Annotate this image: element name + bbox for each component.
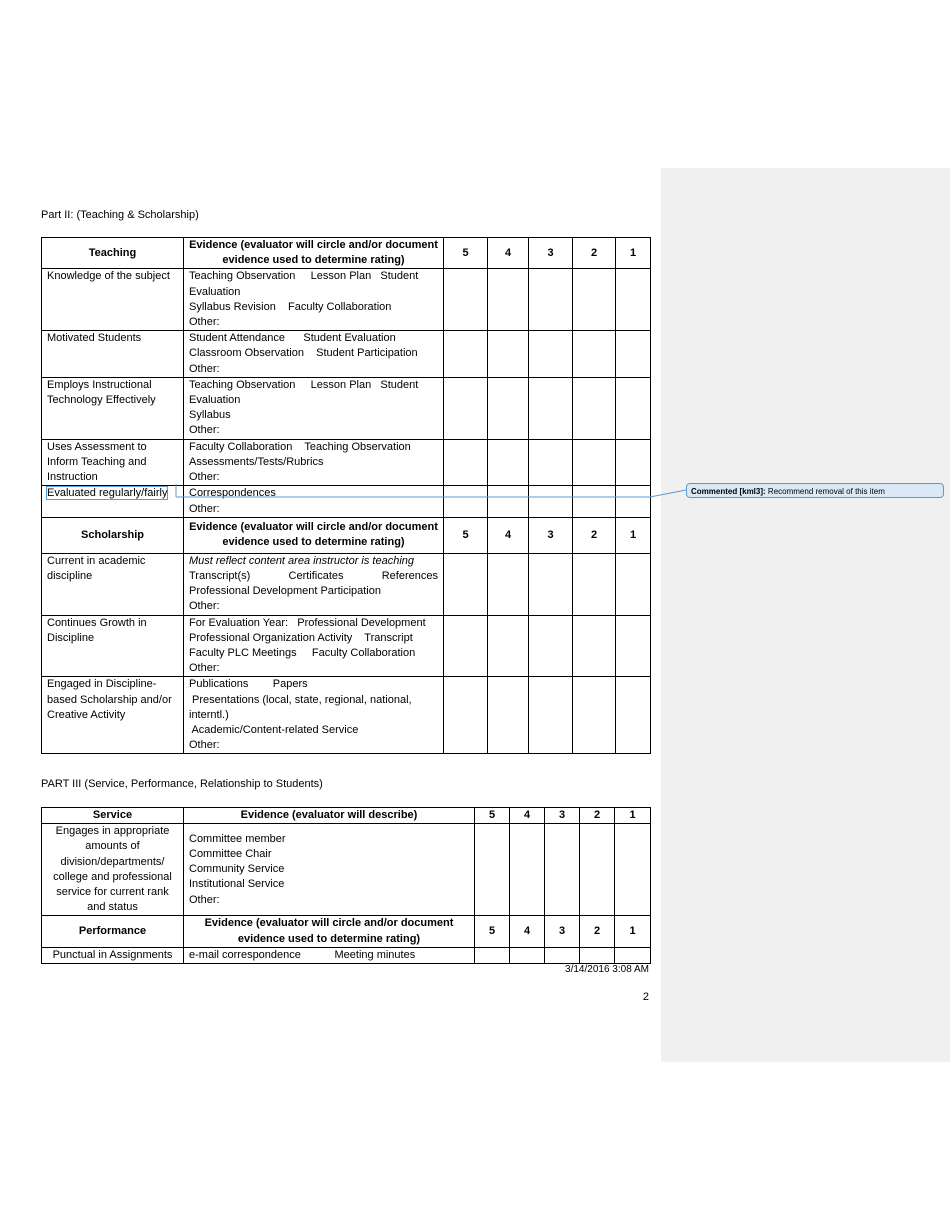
score-header-3: 3 xyxy=(545,808,580,824)
evidence-line: Syllabus Revision Faculty Collaboration xyxy=(189,300,392,313)
evidence-option: References xyxy=(381,570,438,583)
evidence-line: Other: xyxy=(189,316,220,329)
evidence-header: Evidence (evaluator will describe) xyxy=(184,808,475,824)
evidence-line: Professional Organization Activity Transcript xyxy=(189,631,413,644)
evidence-line: Faculty Collaboration Teaching Observation xyxy=(189,440,411,453)
evidence-header: Evidence (evaluator will circle and/or document evidence used to determine rating) xyxy=(184,238,444,269)
score-header-4: 4 xyxy=(510,808,545,824)
criterion-text: Evaluated regularly/fairly xyxy=(47,487,168,500)
score-header-2: 2 xyxy=(573,238,616,269)
evidence-line: Committee member xyxy=(189,832,286,845)
comment-text: Recommend removal of this item xyxy=(767,487,885,496)
score-header-3: 3 xyxy=(545,916,580,947)
score-header-3: 3 xyxy=(529,238,573,269)
evidence-line: Community Service xyxy=(189,863,285,876)
score-header-4: 4 xyxy=(488,238,529,269)
score-header-5: 5 xyxy=(475,916,510,947)
criterion-text: Uses Assessment to Inform Teaching and Instruction xyxy=(47,440,147,484)
criterion-label: Punctual in Assignments xyxy=(42,947,184,963)
evidence-line: Classroom Observation Student Participation xyxy=(189,347,418,360)
evidence-option: Certificates xyxy=(288,570,344,583)
criterion-text: Engaged in Discipline-based Scholarship and/or Creative Activity xyxy=(47,678,172,721)
score-header-1: 1 xyxy=(615,808,651,824)
evidence-line: Other: xyxy=(189,739,220,752)
evidence-line: Academic/Content-related Service xyxy=(189,724,359,737)
evidence-line: Student Attendance Student Evaluation xyxy=(189,332,396,345)
category-header: Scholarship xyxy=(42,517,184,553)
score-header-1: 1 xyxy=(616,517,651,553)
criterion-text: Current in academic discipline xyxy=(47,554,146,583)
score-header-4: 4 xyxy=(488,517,529,553)
evidence-line: interntl.) xyxy=(189,708,229,721)
score-header-1: 1 xyxy=(615,916,651,947)
evidence-line: Institutional Service xyxy=(189,878,285,891)
evidence-line: Assessments/Tests/Rubrics xyxy=(189,456,324,469)
comment-author: Commented [kml3]: xyxy=(691,487,766,496)
evidence-line: Teaching Observation Lesson Plan Student xyxy=(189,270,419,283)
evidence-note: Must reflect content area instructor is teaching xyxy=(189,554,414,567)
criterion-label: Engages in appropriate amounts of division/departments/ college and professional service for current rank and status xyxy=(42,824,184,916)
evidence-line: Teaching Observation Lesson Plan Student xyxy=(189,378,419,391)
evidence-line: Syllabus xyxy=(189,409,231,422)
score-header-2: 2 xyxy=(580,916,615,947)
evidence-line: e-mail correspondence Meeting minutes xyxy=(189,948,416,961)
score-header-1: 1 xyxy=(616,238,651,269)
score-header-5: 5 xyxy=(444,238,488,269)
criterion-text: Motivated Students xyxy=(47,332,142,345)
evidence-line: Faculty PLC Meetings Faculty Collaboration xyxy=(189,647,416,660)
evidence-line: Other: xyxy=(189,424,220,437)
evidence-line: Professional Development Participation xyxy=(189,585,381,598)
part3-title: PART III (Service, Performance, Relationship to Students) xyxy=(41,778,323,790)
evidence-line: For Evaluation Year: Professional Development xyxy=(189,616,426,629)
evidence-line: Other: xyxy=(189,893,220,906)
score-header-5: 5 xyxy=(475,808,510,824)
evidence-line: Other: xyxy=(189,662,220,675)
evidence-line: Other: xyxy=(189,471,220,484)
score-header-3: 3 xyxy=(529,517,573,553)
category-header: Teaching xyxy=(42,238,184,269)
category-header: Service xyxy=(42,808,184,824)
evidence-header: Evidence (evaluator will circle and/or document evidence used to determine rating) xyxy=(184,517,444,553)
criterion-text: Knowledge of the subject xyxy=(47,270,170,283)
evidence-line: Other: xyxy=(189,502,220,515)
evidence-line: Other: xyxy=(189,600,220,613)
score-header-4: 4 xyxy=(510,916,545,947)
evidence-line: Committee Chair xyxy=(189,848,272,860)
page-number: 2 xyxy=(642,991,649,1003)
evidence-header: Evidence (evaluator will circle and/or document evidence used to determine rating) xyxy=(184,916,475,947)
part2-title: Part II: (Teaching & Scholarship) xyxy=(41,209,199,221)
category-header: Performance xyxy=(42,916,184,947)
evidence-line: Evaluation xyxy=(189,285,241,298)
score-header-2: 2 xyxy=(580,808,615,824)
evidence-line: Presentations (local, state, regional, national, xyxy=(189,693,412,706)
score-header-5: 5 xyxy=(444,517,488,553)
evidence-line: Evaluation xyxy=(189,394,241,407)
criterion-text: Employs Instructional Technology Effectively xyxy=(47,378,156,407)
evidence-line: Publications Papers xyxy=(189,678,308,691)
footer-timestamp: 3/14/2016 3:08 AM xyxy=(565,964,649,975)
score-header-2: 2 xyxy=(573,517,616,553)
evidence-line: Other: xyxy=(189,362,220,375)
evidence-option: Transcript(s) xyxy=(189,570,251,583)
evidence-line: Correspondences xyxy=(189,487,276,500)
criterion-text: Continues Growth in Discipline xyxy=(47,616,147,644)
comment-balloon[interactable] xyxy=(686,483,944,498)
